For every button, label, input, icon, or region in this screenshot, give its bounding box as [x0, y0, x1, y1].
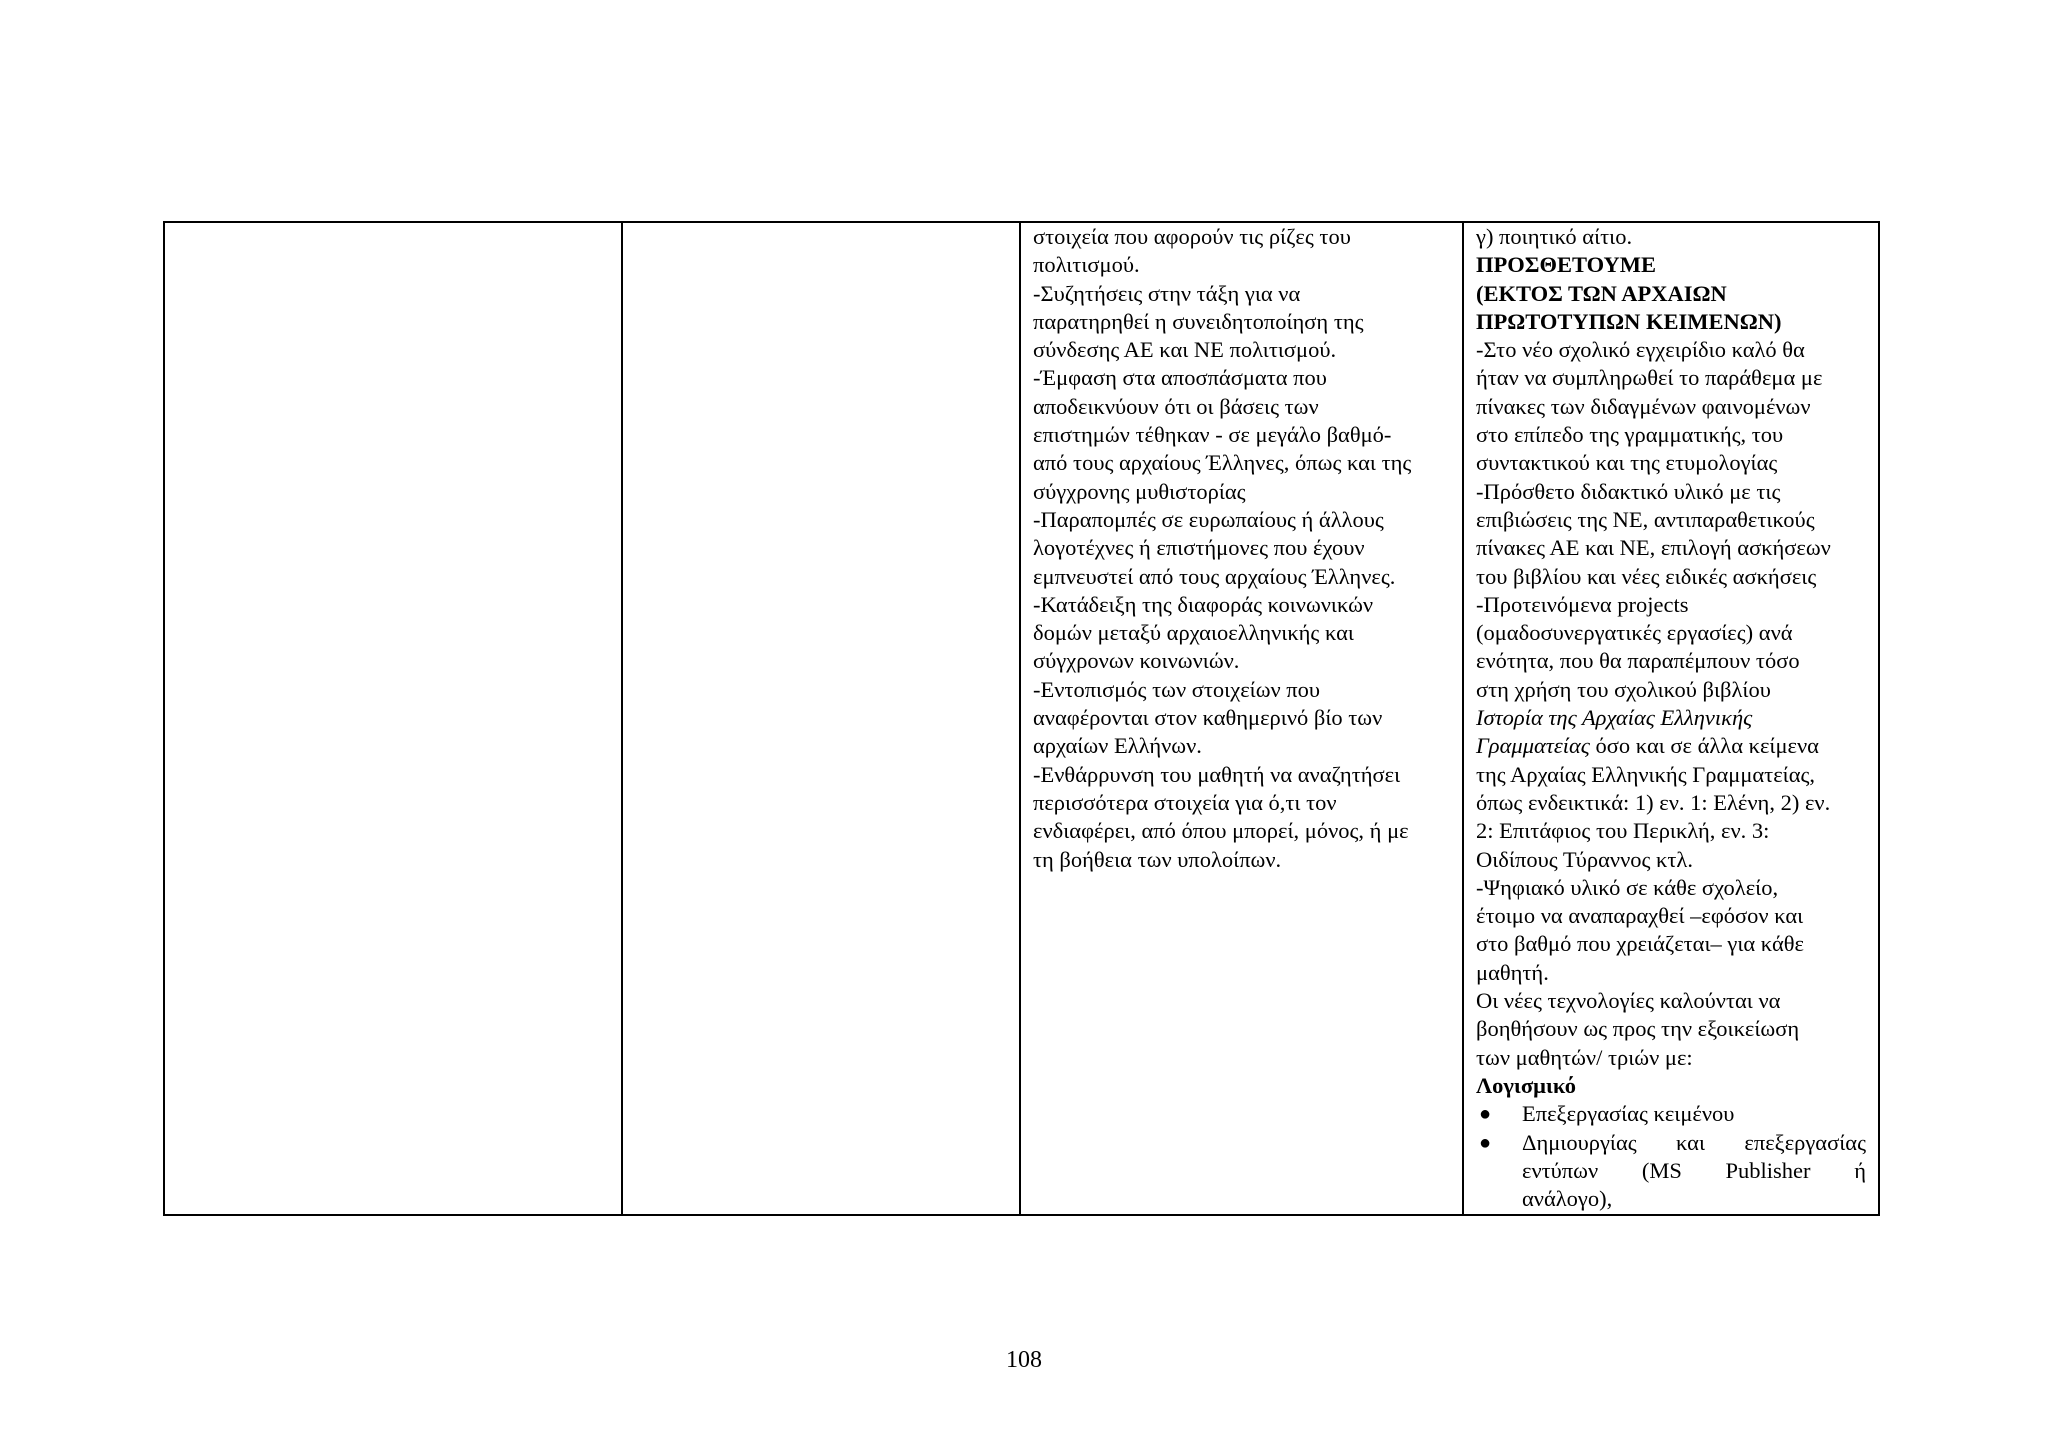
text-line: -Εντοπισμός των στοιχείων που	[1033, 676, 1321, 702]
text-line: βοηθήσουν ως προς την εξοικείωση	[1476, 1016, 1800, 1042]
software-heading: Λογισμικό	[1476, 1072, 1576, 1098]
text-line: (ομαδοσυνεργατικές εργασίες) ανά	[1476, 620, 1793, 646]
text-line: σύνδεσης ΑΕ και ΝΕ πολιτισμού.	[1033, 337, 1337, 363]
text-line: σύγχρονων κοινωνιών.	[1033, 648, 1240, 674]
text-line	[1476, 732, 1866, 760]
text-line: αποδεικνύουν ότι οι βάσεις των	[1033, 393, 1319, 419]
table-column-1	[165, 223, 621, 1214]
text-line: παρατηρηθεί η συνειδητοποίηση της	[1033, 308, 1364, 334]
book-title-italic: Ιστορία της Αρχαίας Ελληνικής	[1476, 705, 1753, 731]
text-line: πίνακες των διδαγμένων φαινομένων	[1476, 393, 1811, 419]
text-line: έτοιμο να αναπαραχθεί –εφόσον και	[1476, 903, 1804, 929]
section-heading: (ΕΚΤΟΣ ΤΩΝ ΑΡΧΑΙΩΝ	[1476, 280, 1727, 306]
text-line: -Προτεινόμενα projects	[1476, 591, 1689, 617]
content-table	[163, 221, 1880, 1216]
text-line: πίνακες ΑΕ και ΝΕ, επιλογή ασκήσεων	[1476, 535, 1831, 561]
text-line: ενδιαφέρει, από όπου μπορεί, μόνος, ή με	[1033, 818, 1409, 844]
word: (MS	[1641, 1157, 1682, 1183]
text-line: εμπνευστεί από τους αρχαίους Έλληνες.	[1033, 563, 1396, 589]
text-line: συντακτικού και της ετυμολογίας	[1476, 450, 1778, 476]
text-line: στη χρήση του σχολικού βιβλίου	[1476, 676, 1771, 702]
text-line: -Πρόσθετο διδακτικό υλικό με τις	[1476, 478, 1781, 504]
text-line: αρχαίων Ελλήνων.	[1033, 733, 1202, 759]
text-line: -Παραπομπές σε ευρωπαίους ή άλλους	[1033, 506, 1384, 532]
justified-line	[1522, 1129, 1866, 1157]
text-line: όπως ενδεικτικά: 1) εν. 1: Ελένη, 2) εν.	[1476, 789, 1831, 815]
text-line: στο βαθμό που χρειάζεται– για κάθε	[1476, 931, 1804, 957]
text-line: ενότητα, που θα παραπέμπουν τόσο	[1476, 648, 1800, 674]
text-line: γ) ποιητικό αίτιο.	[1476, 224, 1633, 249]
text-line: επιστημών τέθηκαν - σε μεγάλο βαθμό-	[1033, 422, 1392, 448]
text-line: περισσότερα στοιχεία για ό,τι τον	[1033, 789, 1337, 815]
list-item-text: Επεξεργασίας κειμένου	[1522, 1101, 1735, 1127]
text-line: των μαθητών/ τριών με:	[1476, 1044, 1693, 1070]
text-line: λογοτέχνες ή επιστήμονες που έχουν	[1033, 535, 1365, 561]
page-number: 108	[1006, 1347, 1042, 1373]
text-line: -Κατάδειξη της διαφοράς κοινωνικών	[1033, 591, 1374, 617]
text-line: μαθητή.	[1476, 959, 1549, 985]
text-line: επιβιώσεις της ΝΕ, αντιπαραθετικούς	[1476, 506, 1815, 532]
text-line: Οι νέες τεχνολογίες καλούνται να	[1476, 988, 1781, 1014]
word: Δημιουργίας	[1522, 1129, 1637, 1155]
list-item	[1476, 1129, 1866, 1214]
text-line: του βιβλίου και νέες ειδικές ασκήσεις	[1476, 563, 1817, 589]
text-line: αναφέρονται στον καθημερινό βίο των	[1033, 705, 1383, 731]
text-line: της Αρχαίας Ελληνικής Γραμματείας,	[1476, 761, 1816, 787]
text-line: -Στο νέο σχολικό εγχειρίδιο καλό θα	[1476, 337, 1805, 363]
word: εντύπων	[1522, 1157, 1599, 1183]
text-line: σύγχρονης μυθιστορίας	[1033, 478, 1246, 504]
text-line: Οιδίπους Τύραννος κτλ.	[1476, 846, 1693, 872]
word: επεξεργασίας	[1744, 1129, 1866, 1155]
table-column-3	[1019, 223, 1462, 1214]
justified-line	[1522, 1157, 1866, 1185]
table-column-4	[1462, 223, 1878, 1214]
text-line: στο επίπεδο της γραμματικής, του	[1476, 422, 1784, 448]
word: ή	[1854, 1157, 1866, 1183]
text-line: 2: Επιτάφιος του Περικλή, εν. 3:	[1476, 818, 1770, 844]
text-line: -Ψηφιακό υλικό σε κάθε σχολείο,	[1476, 874, 1779, 900]
list-item-text: ανάλογο),	[1522, 1186, 1613, 1212]
section-heading: ΠΡΩΤΟΤΥΠΩΝ ΚΕΙΜΕΝΩΝ)	[1476, 308, 1782, 334]
text-line: στοιχεία που αφορούν τις ρίζες του	[1033, 224, 1351, 249]
word: Publisher	[1725, 1157, 1811, 1183]
bullet-icon: ●	[1479, 1131, 1492, 1154]
text-line: -Ενθάρρυνση του μαθητή να αναζητήσει	[1033, 761, 1401, 787]
list-item	[1476, 1100, 1866, 1128]
text-line: από τους αρχαίους Έλληνες, όπως και της	[1033, 450, 1412, 476]
text-line: -Έμφαση στα αποσπάσματα που	[1033, 365, 1327, 391]
software-list	[1476, 1100, 1866, 1213]
bullet-icon: ●	[1479, 1103, 1492, 1126]
word: και	[1676, 1129, 1706, 1155]
text-line: ήταν να συμπληρωθεί το παράθεμα με	[1476, 365, 1823, 391]
text-fragment: όσο και σε άλλα κείμενα	[1589, 733, 1819, 759]
text-line: τη βοήθεια των υπολοίπων.	[1033, 846, 1282, 872]
text-line: πολιτισμού.	[1033, 252, 1140, 278]
book-title-italic: Γραμματείας	[1476, 733, 1590, 759]
text-line: -Συζητήσεις στην τάξη για να	[1033, 280, 1301, 306]
text-line: δομών μεταξύ αρχαιοελληνικής και	[1033, 620, 1354, 646]
table-column-2	[621, 223, 1019, 1214]
section-heading: ΠΡΟΣΘΕΤΟΥΜΕ	[1476, 252, 1656, 278]
